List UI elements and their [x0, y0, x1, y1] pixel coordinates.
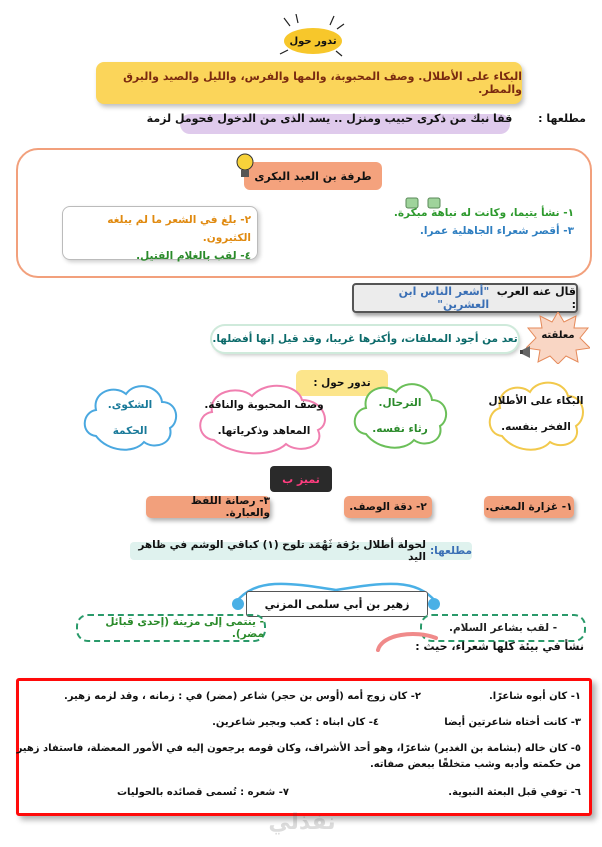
matla2-line — [132, 540, 472, 562]
fact-3: ٣- كانت أختاه شاعرتين أيضا — [444, 717, 581, 728]
themes-title: تدور حول : — [296, 370, 388, 396]
tamyiz-item-1: ١- غزارة المعنى. — [484, 496, 574, 518]
cloud-3-line-2: المعاهد وذكرياتها. — [217, 425, 311, 437]
cloud-2-line-1: الترحال. — [378, 397, 422, 409]
zuhair-name: زهير بن أبي سلمى المزني — [246, 591, 428, 617]
fact-7: ٧- شعره : تُسمى قصائده بالحوليات — [117, 787, 289, 798]
tarafa-facts-right — [388, 204, 574, 254]
arab-said-bar — [352, 283, 578, 313]
arab-said-label: قال عنه العرب : — [496, 285, 576, 311]
tarafa-fact-3: ٣- أقصر شعراء الجاهلية عمرا. — [419, 225, 574, 237]
matla-label: مطلعها : — [538, 112, 586, 125]
topics-banner: البكاء على الأطلال. وصف المحبوبة، والمها والفرس، والليل والصيد والبرق والمطر. — [96, 62, 522, 104]
tarafa-facts-left — [62, 206, 258, 260]
cloud-3-line-1: وصف المحبوبة والناقة. — [204, 399, 324, 411]
tarafa-fact-1: ١- نشأ يتيما، وكانت له نباهة مبكرة. — [393, 207, 574, 219]
muallaqa-label: معلقته — [541, 330, 575, 341]
cloud-3-text — [196, 392, 332, 444]
matla2-label: مطلعها: — [429, 545, 472, 557]
zuhair-title: - لقب بشاعر السلام. — [420, 614, 586, 642]
tamyiz-item-3: ٣- رصانة اللفظ والعبارة. — [146, 496, 270, 518]
zuhair-tribe: - ينتمى إلى مزينة (إحدى قبائل مضر). — [76, 614, 266, 642]
watermark-logo: نفذلي — [268, 809, 336, 835]
fact-5: ٥- كان خاله (بشامة بن الغدير) شاعرًا، وهو أحد الأشراف، وكان قومه يرجعون إليه في الأمور المعضلة، فاستفاد زهير — [16, 743, 581, 754]
fact-5-cont: من حكمته وأدبه وشب متخلقًا ببعض صفاته. — [369, 759, 581, 770]
tamyiz-title: تميز ب — [270, 466, 332, 492]
cloud-2-text — [352, 390, 448, 442]
matla-verse: قفا نبك من ذكرى حبيب ومنزل .. يسد الذى من الدخول فحومل لزمة — [146, 112, 513, 125]
fact-2: ٢- كان زوج أمه (أوس بن حجر) شاعر (مضر) في : زمانه ، وقد لزمه زهير. — [63, 691, 421, 702]
arab-said-quote: "أشعر الناس ابن العشرين" — [398, 285, 490, 311]
matla-line — [26, 112, 586, 138]
tarafa-fact-2: ٢- بلغ في الشعر ما لم يبلغه الكثيرون. — [107, 214, 251, 244]
matla2-verse: لحولة أطلال برُقة ثَهْمَد تلوح (١) كباقي الوشم في ظاهر اليد — [138, 539, 426, 563]
megaphone-icon — [520, 344, 538, 360]
lightbulb-icon — [234, 152, 256, 182]
muallaqa-desc: تعد من أجود المعلقات، وأكثرها غريبا، وقد قيل إنها أفضلها. — [212, 326, 518, 352]
nashaa-heading: نشأ في بيئة كلها شعراء، حيث : — [415, 640, 584, 653]
tarafa-title: طرفة بن العبد البكرى — [244, 162, 382, 190]
fact-6: ٦- توفي قبل البعثة النبوية. — [448, 787, 581, 798]
fact-1: ١- كان أبوه شاعرًا. — [488, 691, 581, 702]
cloud-1-line-1: البكاء على الأطلال — [488, 395, 584, 407]
cloud-2-line-2: رثاء نفسه. — [372, 423, 428, 435]
cloud-4-text — [82, 392, 178, 444]
cloud-1-line-2: الفخر بنفسه. — [501, 421, 571, 433]
tarafa-fact-4: ٤- لقب بالغلام القتيل. — [136, 250, 251, 262]
cloud-4-line-2: الحكمة — [112, 425, 148, 437]
cloud-1-text — [486, 388, 586, 440]
cloud-4-line-1: الشكوى. — [107, 399, 153, 411]
family-facts-box — [16, 678, 592, 816]
header-badge: تدور حول — [284, 28, 342, 54]
tamyiz-item-2: ٢- دقة الوصف. — [344, 496, 432, 518]
fact-4: ٤- كان ابناه : كعب وبجير شاعرين. — [212, 717, 379, 728]
